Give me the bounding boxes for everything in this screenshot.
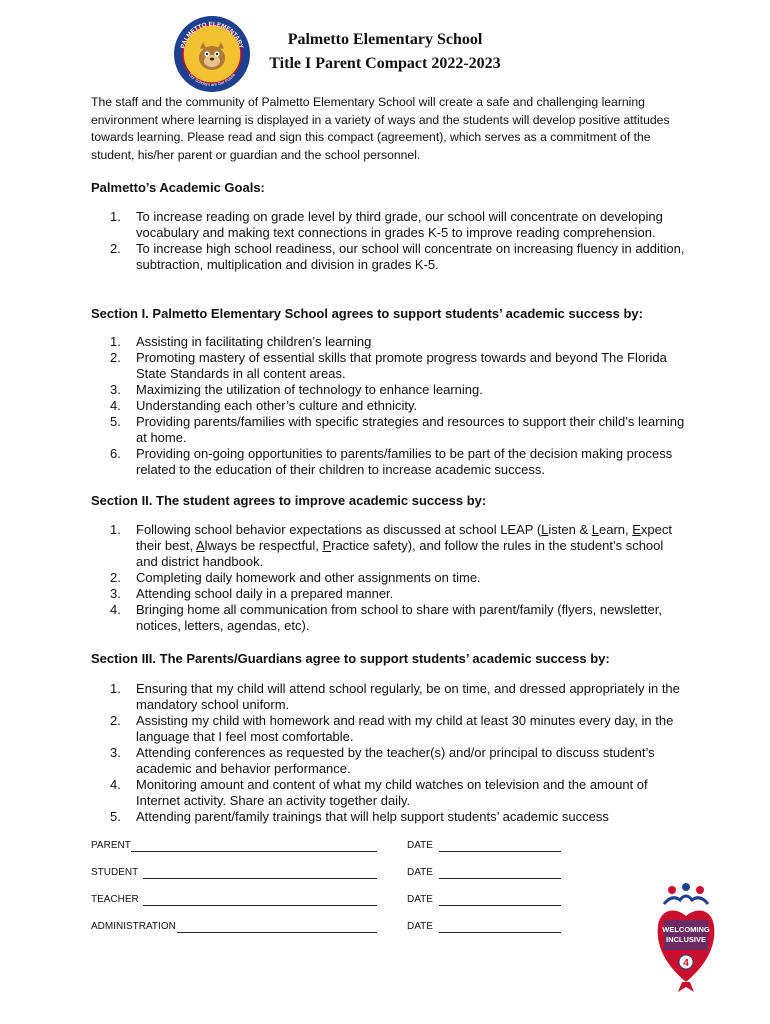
- list-item: 5. Providing parents/families with specific strategies and resources to support their child’s learning at home.: [110, 414, 685, 445]
- section-1-list: [110, 334, 685, 478]
- section-1-heading: Section I. Palmetto Elementary School agrees to support students’ academic success by:: [91, 306, 643, 321]
- intro-paragraph: The staff and the community of Palmetto Elementary School will create a safe and challenging learning environment where learning is displayed in a variety of ways and the students will develop positive attitudes towards learning. Please read and sign this compact (agreement), which serves as a commitment of the student, his/her parent or guardian and the school personnel.: [91, 95, 670, 162]
- goals-list: [110, 209, 685, 273]
- administration-date-label: DATE: [407, 921, 433, 932]
- badge-number: 4: [683, 958, 689, 969]
- list-item: 2. Completing daily homework and other assignments on time.: [110, 570, 481, 585]
- list-item: 1. To increase reading on grade level by third grade, our school will concentrate on developing vocabulary and making text connections in grades K-5 to improve reading comprehension.: [110, 209, 663, 240]
- people-icon: [664, 883, 708, 904]
- list-item: 1. Following school behavior expectations as discussed at school LEAP (Listen & Learn, Expect their best, Always be respectful, Practice safety), and follow the rules in the student’s school and district handbook.: [110, 522, 672, 569]
- list-item: 3. Attending conferences as requested by the teacher(s) and/or principal to discuss student’s academic and behavior performance.: [110, 745, 655, 776]
- list-item: 2. To increase high school readiness, our school will concentrate on increasing fluency in addition, subtraction, multiplication and division in grades K-5.: [110, 241, 685, 272]
- logo-ring-text-top: PALMETTO ELEMENTARY: [179, 20, 245, 50]
- teacher-date-line[interactable]: [439, 905, 561, 906]
- list-item: 1. Ensuring that my child will attend school regularly, be on time, and dressed appropriately in the mandatory school uniform.: [110, 681, 680, 712]
- list-item: 5. Attending parent/family trainings that will help support students’ academic success: [110, 809, 609, 824]
- parent-signature-row: [91, 840, 691, 854]
- section-2-heading: Section II. The student agrees to improve academic success by:: [91, 493, 487, 508]
- goals-heading: Palmetto’s Academic Goals:: [91, 180, 265, 195]
- list-item: 2. Promoting mastery of essential skills that promote progress towards and beyond The Florida State Standards in all content areas.: [110, 350, 667, 381]
- section-3-list: [110, 681, 685, 825]
- logo-ring-text-bottom: Our Scholars are Our Future: [187, 72, 237, 88]
- parent-label: PARENT: [91, 840, 131, 851]
- section-2-list: [110, 522, 685, 634]
- parent-signature-line[interactable]: [131, 851, 377, 852]
- teacher-signature-row: [91, 894, 691, 908]
- list-item: 4. Understanding each other’s culture and ethnicity.: [110, 398, 418, 413]
- badge-text-line1: WELCOMING: [662, 925, 710, 934]
- student-signature-row: [91, 867, 691, 881]
- list-item: 3. Attending school daily in a prepared manner.: [110, 586, 394, 601]
- mascot-icon: [199, 42, 225, 70]
- administration-label: ADMINISTRATION: [91, 921, 176, 932]
- administration-signature-row: [91, 921, 691, 935]
- list-item: 2. Assisting my child with homework and read with my child at least 30 minutes every day, in the language that I feel most comfortable.: [110, 713, 674, 744]
- list-item: 1. Assisting in facilitating children’s learning: [110, 334, 372, 349]
- document-title: Title I Parent Compact 2022-2023: [269, 55, 501, 72]
- teacher-date-label: DATE: [407, 894, 433, 905]
- administration-signature-line[interactable]: [177, 932, 377, 933]
- parent-date-label: DATE: [407, 840, 433, 851]
- student-signature-line[interactable]: [143, 878, 377, 879]
- list-item: 6. Providing on-going opportunities to parents/families to be part of the decision making process related to the education of their children to increase academic success.: [110, 446, 673, 477]
- student-date-line[interactable]: [439, 878, 561, 879]
- administration-date-line[interactable]: [439, 932, 561, 933]
- teacher-label: TEACHER: [91, 894, 139, 905]
- teacher-signature-line[interactable]: [143, 905, 377, 906]
- list-item: 3. Maximizing the utilization of technology to enhance learning.: [110, 382, 483, 397]
- student-label: STUDENT: [91, 867, 139, 878]
- student-date-label: DATE: [407, 867, 433, 878]
- parent-date-line[interactable]: [439, 851, 561, 852]
- badge-text-line2: INCLUSIVE: [665, 935, 707, 944]
- section-3-heading: Section III. The Parents/Guardians agree to support students’ academic success by:: [91, 651, 610, 666]
- list-item: 4. Bringing home all communication from school to share with parent/family (flyers, newsletter, notices, letters, agendas, etc).: [110, 602, 662, 633]
- welcoming-inclusive-badge: [652, 882, 720, 992]
- document-header: [240, 28, 530, 76]
- list-item: 4. Monitoring amount and content of what my child watches on television and the amount of Internet activity. Share an activity together daily.: [110, 777, 648, 808]
- school-name: Palmetto Elementary School: [287, 31, 483, 48]
- badge-ribbon: [678, 982, 694, 992]
